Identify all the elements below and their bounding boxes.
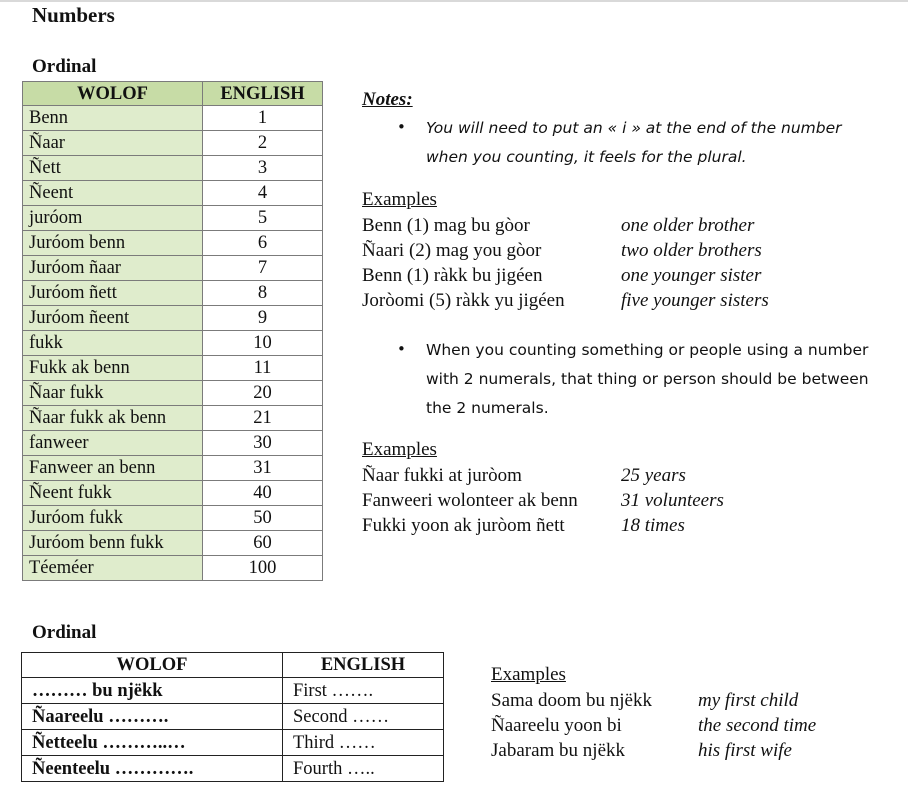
example-item bbox=[362, 263, 822, 288]
example-english: his first wife bbox=[698, 740, 792, 761]
english-cell: 3 bbox=[203, 156, 323, 181]
example-wolof: Ñaareelu yoon bi bbox=[491, 715, 622, 736]
wolof-cell: Fanweer an benn bbox=[23, 456, 203, 481]
wolof-cell: Juróom fukk bbox=[23, 506, 203, 531]
table-row bbox=[23, 456, 323, 481]
wolof-cell: Benn bbox=[23, 106, 203, 131]
wolof-cell: Juróom benn fukk bbox=[23, 531, 203, 556]
wolof-column-header: WOLOF bbox=[23, 82, 203, 106]
example-english: one older brother bbox=[621, 215, 755, 236]
example-wolof: Fukki yoon ak juròom ñett bbox=[362, 515, 565, 536]
example-wolof: Ñaari (2) mag you gòor bbox=[362, 240, 542, 261]
examples-3-heading: Examples bbox=[491, 664, 566, 685]
english-cell: Third …… bbox=[283, 730, 444, 756]
wolof-column-header: WOLOF bbox=[22, 653, 283, 678]
example-item bbox=[491, 713, 891, 738]
english-cell: 4 bbox=[203, 181, 323, 206]
english-cell: 6 bbox=[203, 231, 323, 256]
table-row bbox=[22, 730, 444, 756]
english-cell: 60 bbox=[203, 531, 323, 556]
table-row bbox=[23, 531, 323, 556]
table-row bbox=[23, 181, 323, 206]
example-english: five younger sisters bbox=[621, 290, 769, 311]
english-cell: 1 bbox=[203, 106, 323, 131]
wolof-cell: Ñaar fukk bbox=[23, 381, 203, 406]
example-item bbox=[491, 738, 891, 763]
example-item bbox=[491, 688, 891, 713]
english-column-header: ENGLISH bbox=[283, 653, 444, 678]
note-bullet-1: You will need to put an « i » at the end of the number when you counting, it feels for the plural. bbox=[426, 119, 842, 166]
table-row bbox=[23, 481, 323, 506]
wolof-cell: Fukk ak benn bbox=[23, 356, 203, 381]
table-row bbox=[23, 406, 323, 431]
table-row bbox=[23, 231, 323, 256]
example-item bbox=[362, 513, 822, 538]
example-item bbox=[362, 463, 822, 488]
example-english: 25 years bbox=[621, 465, 686, 486]
english-cell: Second …… bbox=[283, 704, 444, 730]
table-row bbox=[23, 556, 323, 581]
ordinal-table-body bbox=[22, 678, 444, 782]
english-cell: 5 bbox=[203, 206, 323, 231]
example-english: two older brothers bbox=[621, 240, 762, 261]
wolof-cell: Ñeent bbox=[23, 181, 203, 206]
examples-1-list bbox=[362, 213, 822, 313]
table-row bbox=[23, 306, 323, 331]
ordinal-numbers-table bbox=[21, 652, 444, 782]
table-row bbox=[23, 506, 323, 531]
table-row bbox=[23, 206, 323, 231]
example-wolof: Benn (1) mag bu gòor bbox=[362, 215, 530, 236]
english-cell: Fourth ….. bbox=[283, 756, 444, 782]
table-row bbox=[22, 678, 444, 704]
table-header-row bbox=[23, 82, 323, 106]
example-item bbox=[362, 288, 822, 313]
english-cell: 10 bbox=[203, 331, 323, 356]
table-row bbox=[23, 356, 323, 381]
example-english: 18 times bbox=[621, 515, 685, 536]
table-row bbox=[22, 704, 444, 730]
wolof-cell: Juróom ñett bbox=[23, 281, 203, 306]
english-cell: 21 bbox=[203, 406, 323, 431]
example-english: one younger sister bbox=[621, 265, 762, 286]
bullet-dot: • bbox=[397, 118, 406, 136]
table-row bbox=[22, 756, 444, 782]
examples-1-heading: Examples bbox=[362, 189, 437, 210]
example-english: my first child bbox=[698, 690, 799, 711]
wolof-cell: ……… bu njëkk bbox=[22, 678, 283, 704]
english-column-header: ENGLISH bbox=[203, 82, 323, 106]
english-cell: 20 bbox=[203, 381, 323, 406]
english-cell: 7 bbox=[203, 256, 323, 281]
wolof-cell: Ñett bbox=[23, 156, 203, 181]
wolof-cell: Ñetteelu ………..… bbox=[22, 730, 283, 756]
wolof-cell: Ñeent fukk bbox=[23, 481, 203, 506]
note-bullet-2: When you counting something or people using a number with 2 numerals, that thing or person should be between the 2 numerals. bbox=[426, 341, 869, 417]
cardinal-table-body bbox=[23, 106, 323, 581]
notes-heading: Notes: bbox=[362, 89, 413, 110]
table-row bbox=[23, 331, 323, 356]
english-cell: 8 bbox=[203, 281, 323, 306]
example-wolof: Benn (1) ràkk bu jigéen bbox=[362, 265, 543, 286]
example-english: 31 volunteers bbox=[621, 490, 724, 511]
ordinal-section-title: Ordinal bbox=[32, 622, 97, 643]
example-english: the second time bbox=[698, 715, 817, 736]
wolof-cell: Téeméer bbox=[23, 556, 203, 581]
table-row bbox=[23, 106, 323, 131]
english-cell: 40 bbox=[203, 481, 323, 506]
wolof-cell: Juróom ñeent bbox=[23, 306, 203, 331]
wolof-cell: Ñeenteelu …………. bbox=[22, 756, 283, 782]
example-item bbox=[362, 238, 822, 263]
table-row bbox=[23, 431, 323, 456]
english-cell: 100 bbox=[203, 556, 323, 581]
example-wolof: Ñaar fukki at juròom bbox=[362, 465, 522, 486]
example-wolof: Sama doom bu njëkk bbox=[491, 690, 652, 711]
english-cell: 31 bbox=[203, 456, 323, 481]
top-border bbox=[0, 0, 908, 2]
table-row bbox=[23, 156, 323, 181]
table-row bbox=[23, 131, 323, 156]
english-cell: 30 bbox=[203, 431, 323, 456]
example-item bbox=[362, 488, 822, 513]
example-wolof: Fanweeri wolonteer ak benn bbox=[362, 490, 578, 511]
wolof-cell: Ñaar fukk ak benn bbox=[23, 406, 203, 431]
wolof-cell: Juróom benn bbox=[23, 231, 203, 256]
wolof-cell: Ñaareelu ………. bbox=[22, 704, 283, 730]
table-row bbox=[23, 381, 323, 406]
examples-2-heading: Examples bbox=[362, 439, 437, 460]
wolof-cell: juróom bbox=[23, 206, 203, 231]
cardinal-section-title: Ordinal bbox=[32, 56, 97, 77]
examples-3-list bbox=[491, 688, 891, 763]
english-cell: 9 bbox=[203, 306, 323, 331]
english-cell: 11 bbox=[203, 356, 323, 381]
example-wolof: Joròomi (5) ràkk yu jigéen bbox=[362, 290, 565, 311]
bullet-dot: • bbox=[397, 340, 406, 358]
english-cell: 50 bbox=[203, 506, 323, 531]
wolof-cell: fanweer bbox=[23, 431, 203, 456]
wolof-cell: fukk bbox=[23, 331, 203, 356]
english-cell: 2 bbox=[203, 131, 323, 156]
example-item bbox=[362, 213, 822, 238]
page-title: Numbers bbox=[32, 3, 115, 27]
table-row bbox=[23, 256, 323, 281]
wolof-cell: Ñaar bbox=[23, 131, 203, 156]
cardinal-numbers-table bbox=[22, 81, 323, 581]
table-header-row bbox=[22, 653, 444, 678]
examples-2-list bbox=[362, 463, 822, 538]
table-row bbox=[23, 281, 323, 306]
wolof-cell: Juróom ñaar bbox=[23, 256, 203, 281]
english-cell: First ……. bbox=[283, 678, 444, 704]
example-wolof: Jabaram bu njëkk bbox=[491, 740, 626, 761]
